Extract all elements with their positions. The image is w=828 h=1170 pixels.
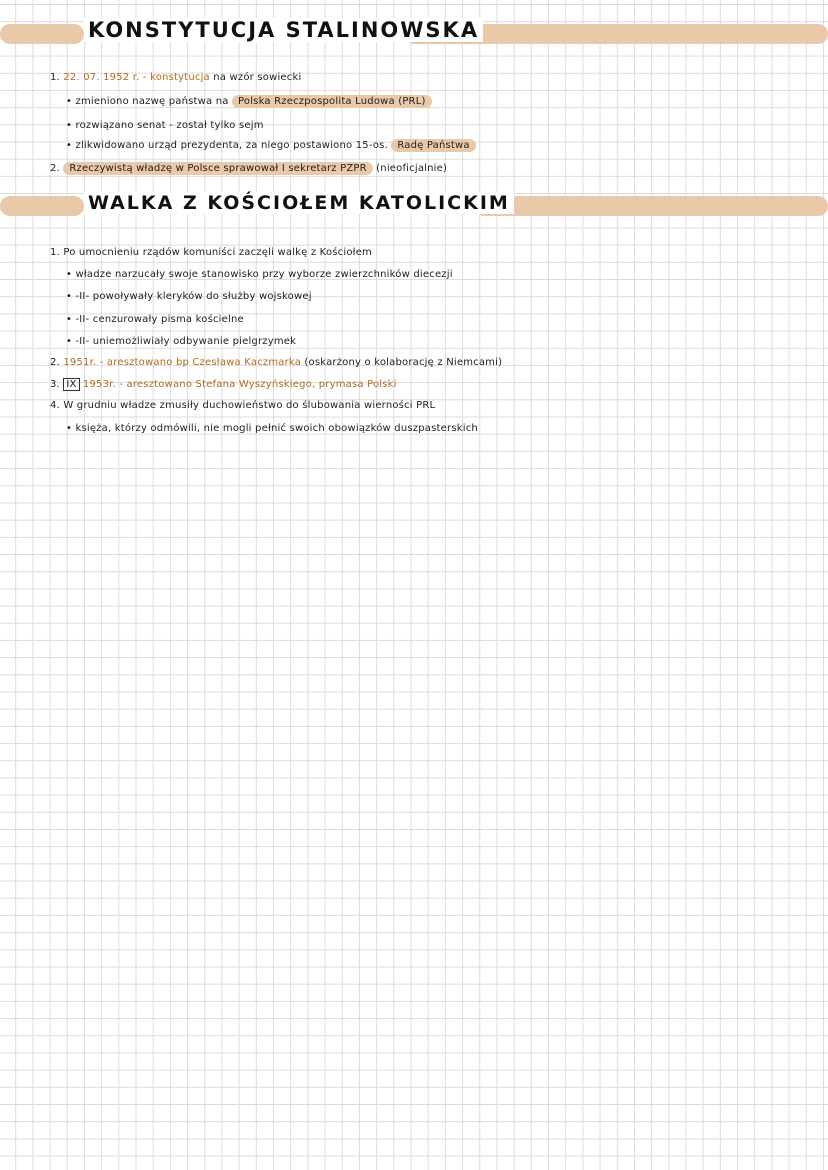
list-item-4	[50, 400, 435, 411]
list-item-1	[50, 247, 372, 258]
month-box: IX	[63, 378, 79, 391]
item-number: 1.	[50, 247, 60, 258]
list-item-2	[50, 163, 447, 174]
section-title-walka: WALKA Z KOŚCIOŁEM KATOLICKIM	[84, 192, 514, 214]
list-item-bullet	[66, 336, 296, 347]
highlight-text: Rzeczywistą władzę w Polsce sprawował I sekretarz PZPR	[63, 162, 372, 175]
bullet: • -II-	[66, 291, 90, 302]
bullet: •	[66, 269, 73, 280]
item-number: 2.	[50, 163, 60, 174]
item-text: na wzór sowiecki	[209, 72, 302, 83]
item-text: księża, którzy odmówili, nie mogli pełnić swoich obowiązków duszpasterskich	[75, 423, 478, 434]
item-text: rozwiązano senat - został tylko sejm	[75, 120, 264, 131]
list-item-bullet	[66, 314, 244, 325]
bullet: • -II-	[66, 314, 90, 325]
item-date: 22. 07. 1952 r.	[63, 72, 140, 83]
header-bar-right-2	[475, 196, 828, 216]
item-brown-text: 1953r. - aresztowano Stefana Wyszyńskiego, prymasa Polski	[79, 379, 397, 390]
item-date-rest: - konstytucja	[139, 72, 210, 83]
item-brown-text: 1951r. - aresztowano bp Czesława Kaczmarka	[63, 357, 302, 368]
list-item-bullet	[66, 269, 453, 280]
item-number: 3.	[50, 379, 60, 390]
header-bar-left-2	[0, 196, 84, 216]
highlight-text: Radę Państwa	[391, 139, 475, 152]
item-text: W grudniu władze zmusiły duchowieństwo do ślubowania wierności PRL	[63, 400, 436, 411]
list-item-bullet	[66, 120, 264, 131]
item-number: 1.	[50, 72, 60, 83]
item-text: zlikwidowano urząd prezydenta, za niego postawiono 15-os.	[75, 140, 388, 151]
list-item-2	[50, 357, 502, 368]
item-number: 2.	[50, 357, 60, 368]
highlight-text: Polska Rzeczpospolita Ludowa (PRL)	[232, 95, 432, 108]
list-item-3	[50, 379, 397, 390]
bullet: • -II-	[66, 336, 90, 347]
header-bar-left-1	[0, 24, 84, 44]
list-item-bullet	[66, 96, 432, 107]
bullet: •	[66, 140, 73, 151]
section-title-konstytucja: KONSTYTUCJA STALINOWSKA	[84, 18, 483, 42]
item-rest: (nieoficjalnie)	[372, 163, 448, 174]
list-item-bullet	[66, 140, 476, 151]
list-item-bullet	[66, 291, 312, 302]
item-text: cenzurowały pisma kościelne	[92, 314, 244, 325]
item-text: Po umocnieniu rządów komuniści zaczęli walkę z Kościołem	[63, 247, 372, 258]
item-rest: (oskarżony o kolaborację z Niemcami)	[301, 357, 503, 368]
bullet: •	[66, 96, 73, 107]
list-item-1	[50, 72, 301, 83]
item-text: powoływały kleryków do służby wojskowej	[92, 291, 312, 302]
list-item-bullet	[66, 423, 478, 434]
item-text: zmieniono nazwę państwa na	[75, 96, 229, 107]
bullet: •	[66, 423, 73, 434]
item-text: władze narzucały swoje stanowisko przy wyborze zwierzchników diecezji	[75, 269, 453, 280]
item-text: uniemożliwiały odbywanie pielgrzymek	[92, 336, 297, 347]
bullet: •	[66, 120, 73, 131]
item-number: 4.	[50, 400, 60, 411]
